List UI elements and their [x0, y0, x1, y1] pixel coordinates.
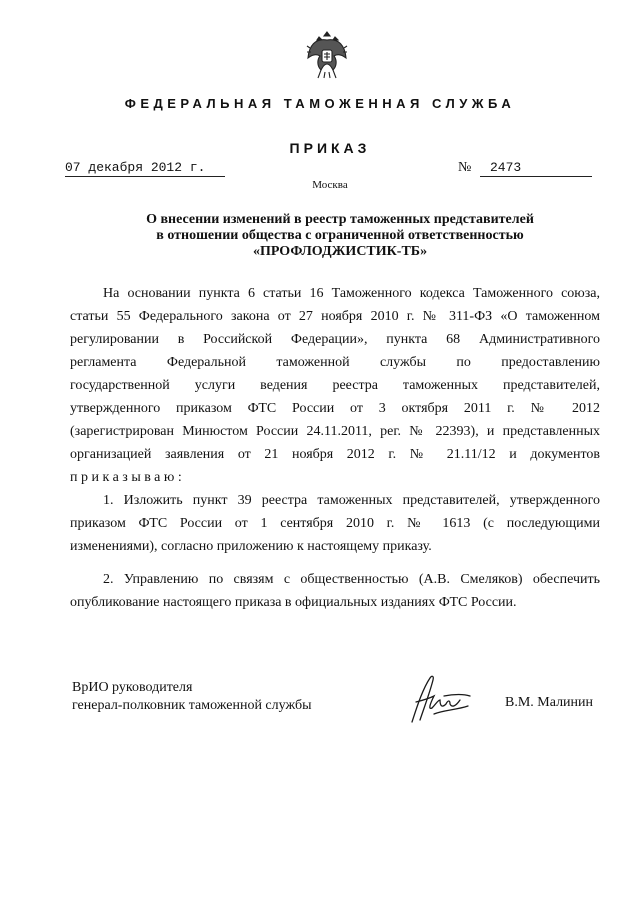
body-line: статьи 55 Федерального закона от 27 ноября 2010 г. № 311-ФЗ «О таможенном	[70, 309, 600, 324]
body-line: регулировании в Российской Федерации», пункта 68 Административного	[70, 332, 600, 347]
agency-name: ФЕДЕРАЛЬНАЯ ТАМОЖЕННАЯ СЛУЖБА	[124, 96, 516, 111]
order-number: 2473	[480, 160, 592, 177]
body-line: регламента Федеральной таможенной службы по предоставлению	[70, 355, 600, 370]
position-line: ВрИО руководителя	[72, 680, 193, 695]
signatory-position	[72, 679, 311, 715]
signer-name: В.М. Малинин	[505, 695, 594, 710]
item-line: изменениями), согласно приложению к настоящему приказу.	[70, 539, 432, 554]
body-line: утвержденного приказом ФТС России от 3 октября 2011 г. № 2012	[70, 401, 600, 416]
order-body	[70, 283, 600, 615]
subject-line: «ПРОФЛОДЖИСТИК-ТБ»	[252, 244, 428, 259]
body-line: организацией заявления от 21 ноября 2012 г. № 21.11/12 и документов	[70, 447, 600, 462]
order-word: приказываю:	[70, 470, 186, 485]
body-line: (зарегистрирован Минюстом России 24.11.2011, рег. № 22393), и представленных	[70, 424, 600, 439]
subject-line: в отношении общества с ограниченной ответственностью	[156, 228, 524, 243]
city: Москва	[312, 179, 348, 191]
order-subject	[80, 212, 600, 260]
order-title: ПРИКАЗ	[289, 140, 371, 156]
item-line: приказом ФТС России от 1 сентября 2010 г. № 1613 (с последующими	[70, 516, 600, 531]
position-line: генерал-полковник таможенной службы	[72, 698, 312, 713]
item-line: 1. Изложить пункт 39 реестра таможенных представителей, утвержденного	[103, 493, 600, 508]
body-line: На основании пункта 6 статьи 16 Таможенного кодекса Таможенного союза,	[103, 286, 600, 301]
handwritten-signature-icon	[404, 670, 476, 728]
paragraph-gap	[70, 559, 600, 569]
item-line: опубликование настоящего приказа в официальных изданиях ФТС России.	[70, 595, 517, 610]
item-line: 2. Управлению по связям с общественностью (А.В. Смеляков) обеспечить	[103, 572, 600, 587]
subject-line: О внесении изменений в реестр таможенных представителей	[146, 212, 534, 227]
order-date: 07 декабря 2012 г.	[65, 160, 225, 177]
body-line: государственной услуги ведения реестра таможенных представителей,	[70, 378, 600, 393]
number-label: №	[458, 160, 472, 175]
double-headed-eagle-emblem-icon	[305, 28, 349, 84]
